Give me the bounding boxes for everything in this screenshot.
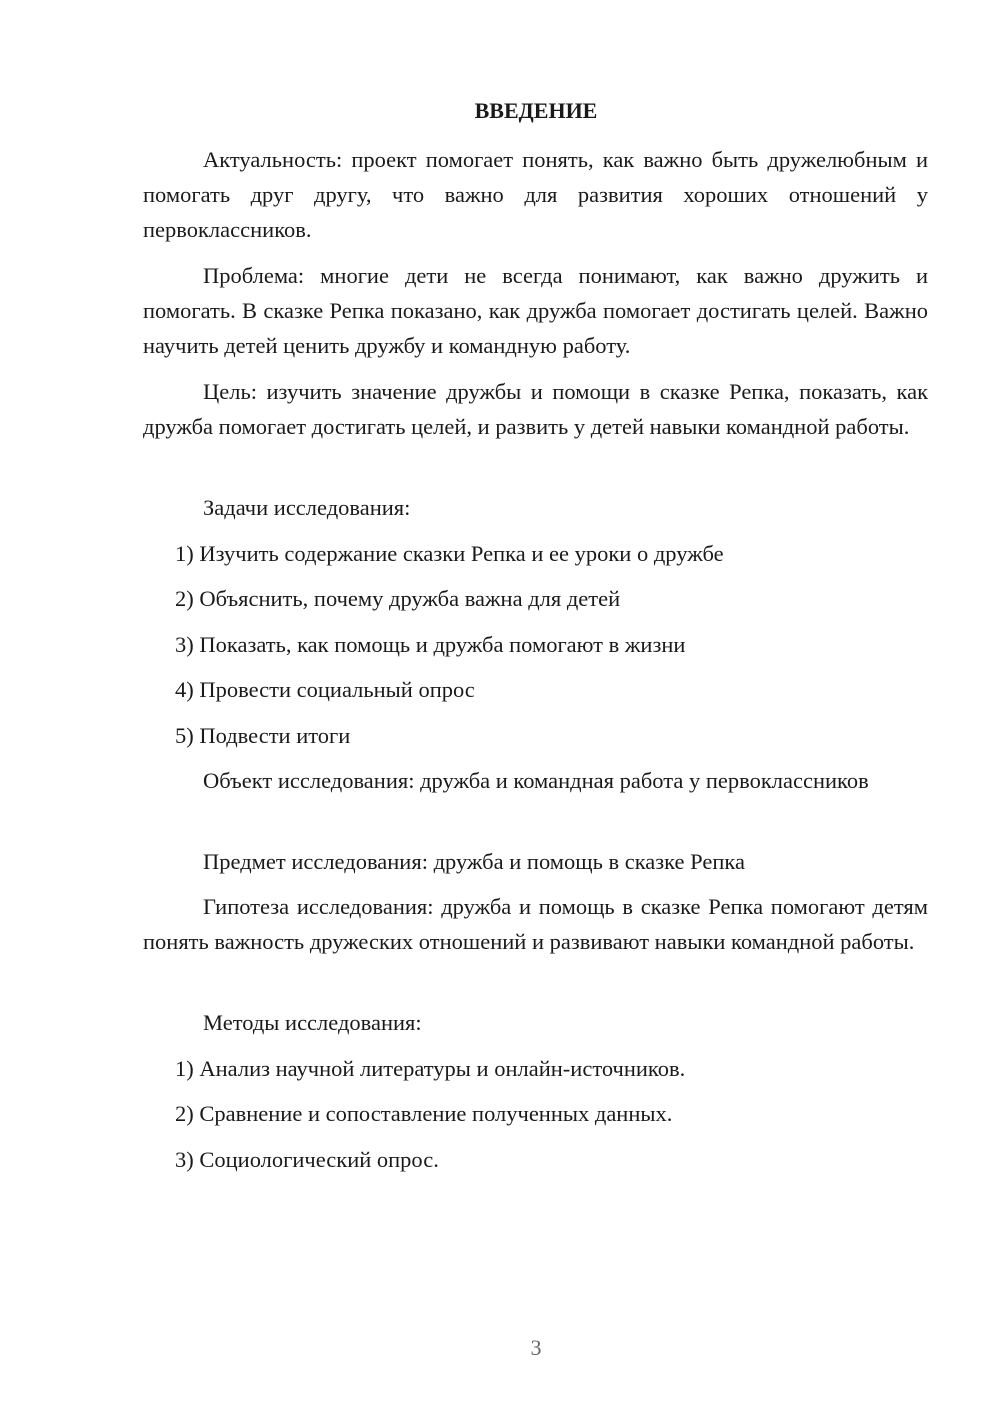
subject-paragraph: Предмет исследования: дружба и помощь в сказке Репка — [203, 849, 745, 874]
method-item-1: 1) Анализ научной литературы и онлайн-источников. — [175, 1056, 686, 1081]
section-heading: ВВЕДЕНИЕ — [474, 98, 598, 123]
task-item-5: 5) Подвести итоги — [175, 723, 351, 748]
task-item-2: 2) Объяснить, почему дружба важна для детей — [175, 586, 621, 611]
task-item-4: 4) Провести социальный опрос — [175, 677, 475, 702]
method-item-3: 3) Социологический опрос. — [175, 1147, 439, 1172]
method-item-2: 2) Сравнение и сопоставление полученных данных. — [175, 1101, 673, 1126]
page-number: 3 — [530, 1335, 542, 1360]
hypothesis-paragraph: Гипотеза исследования: дружба и помощь в сказке Репка помогают детям понять важность дружеских отношений и развивают навыки командной работы. — [143, 894, 928, 954]
object-paragraph: Объект исследования: дружба и командная работа у первоклассников — [203, 768, 869, 793]
task-item-1: 1) Изучить содержание сказки Репка и ее уроки о дружбе — [175, 541, 724, 566]
tasks-label: Задачи исследования: — [203, 495, 411, 520]
task-item-3: 3) Показать, как помощь и дружба помогают в жизни — [175, 632, 686, 657]
relevance-paragraph: Актуальность: проект помогает понять, как важно быть дружелюбным и помогать друг другу, что важно для развития хороших отношений у первоклассников. — [143, 147, 928, 242]
problem-paragraph: Проблема: многие дети не всегда понимают, как важно дружить и помогать. В сказке Репка показано, как дружба помогает достигать целей. Важно научить детей ценить дружбу и командную работу. — [143, 263, 928, 358]
methods-label: Методы исследования: — [203, 1010, 422, 1035]
goal-paragraph: Цель: изучить значение дружбы и помощи в сказке Репка, показать, как дружба помогает достигать целей, и развить у детей навыки командной работы. — [143, 379, 928, 439]
